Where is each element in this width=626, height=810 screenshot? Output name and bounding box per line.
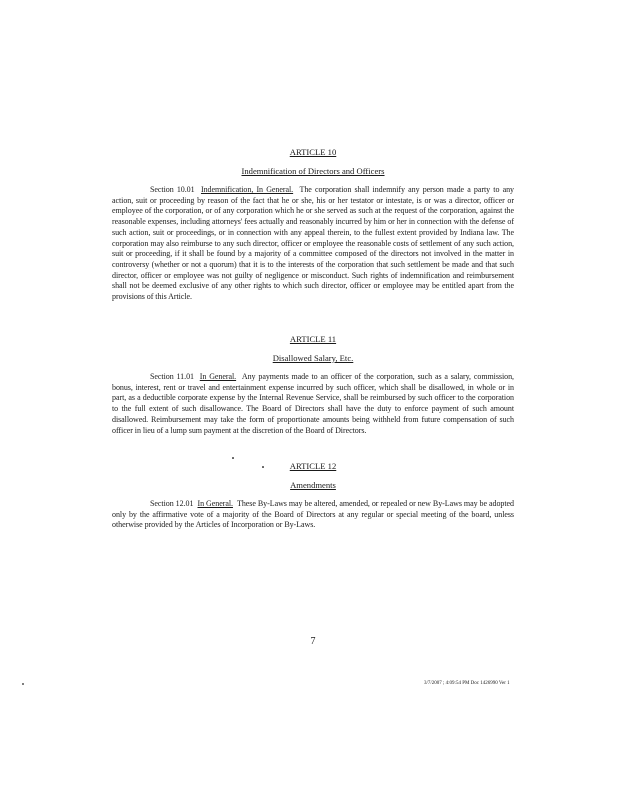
scan-speck [232,457,234,459]
section-10-01-body: The corporation shall indemnify any person made a party to any action, suit or proceeding by reason of the fact that he or she, his or her testator or intestate, is or was a director, officer or employee of the corporation, or of any corporation which he or she served as such at the request of the corporation, against the reasonable expenses, including attorneys' fees actually and reasonably incurred by him or her in connection with the defense of such action, suit or proceedings, or in connection with any appeal therein, to the fullest extent provided by Indiana law. The corporation may also reimburse to any such director, officer or employee the reasonable costs of settlement of any such action, suit or proceeding, if it shall be found by a majority of a committee composed of the directors not involved in the matter in controversy (whether or not a quorum) that it is to the interests of the corporation that such settlement be made and that such director, officer or employee was not guilty of negligence or misconduct. Such rights of indemnification and reimbursement shall not be deemed exclusive of any other rights to which such director, officer or employee may be entitled apart from the provisions of this Article. [112,185,515,302]
article-12-title: ARTICLE 12 [289,461,337,471]
section-11-01-heading: Section 11.01 [150,372,194,381]
article-10 [112,147,514,303]
article-12-subtitle: Amendments [290,480,336,490]
article-11-section [112,372,514,436]
section-11-01-body: Any payments made to an officer of the corporation, such as a salary, commission, bonus, interest, rent or travel and entertainment expense incurred by such officer, which shall be disallowed, in whole or in part, as a deductible corporate expense by the Internal Revenue Service, shall be reimbursed by such officer to the corporation to the full extent of such disallowance. The Board of Directors shall have the duty to enforce payment of such amount disallowed. Reimbursement may take the form of proportionate amounts being withheld from future compensation of such officer in lieu of a lump sum payment at the discretion of the Board of Directors. [112,372,515,435]
page-number: 7 [310,636,316,647]
scan-speck [262,466,264,468]
section-12-01-body: These By-Laws may be altered, amended, or repealed or new By-Laws may be adopted only by the affirmative vote of a majority of the Board of Directors at any regular or special meeting of the board, unless otherwise provided by the Articles of Incorporation or By-Laws. [112,499,514,530]
article-10-title: ARTICLE 10 [289,147,337,157]
section-10-01-title: Indemnification, In General. [200,185,294,194]
section-10-01-heading: Section 10.01 [150,185,195,194]
article-12-section [112,499,514,531]
article-10-subtitle: Indemnification of Directors and Officers [241,166,385,176]
article-11-subtitle: Disallowed Salary, Etc. [272,353,354,363]
document-footer: 3/7/2007 ; 4:09:54 PM Doc 1426990 Ver 1 [424,681,510,686]
article-12 [112,461,514,531]
article-11 [112,334,514,436]
section-12-01-title: In General. [197,499,233,508]
scan-speck [22,683,24,685]
section-12-01-heading: Section 12.01 [150,499,194,508]
article-10-section [112,185,514,303]
section-11-01-title: In General. [199,372,237,381]
article-11-title: ARTICLE 11 [289,334,337,344]
